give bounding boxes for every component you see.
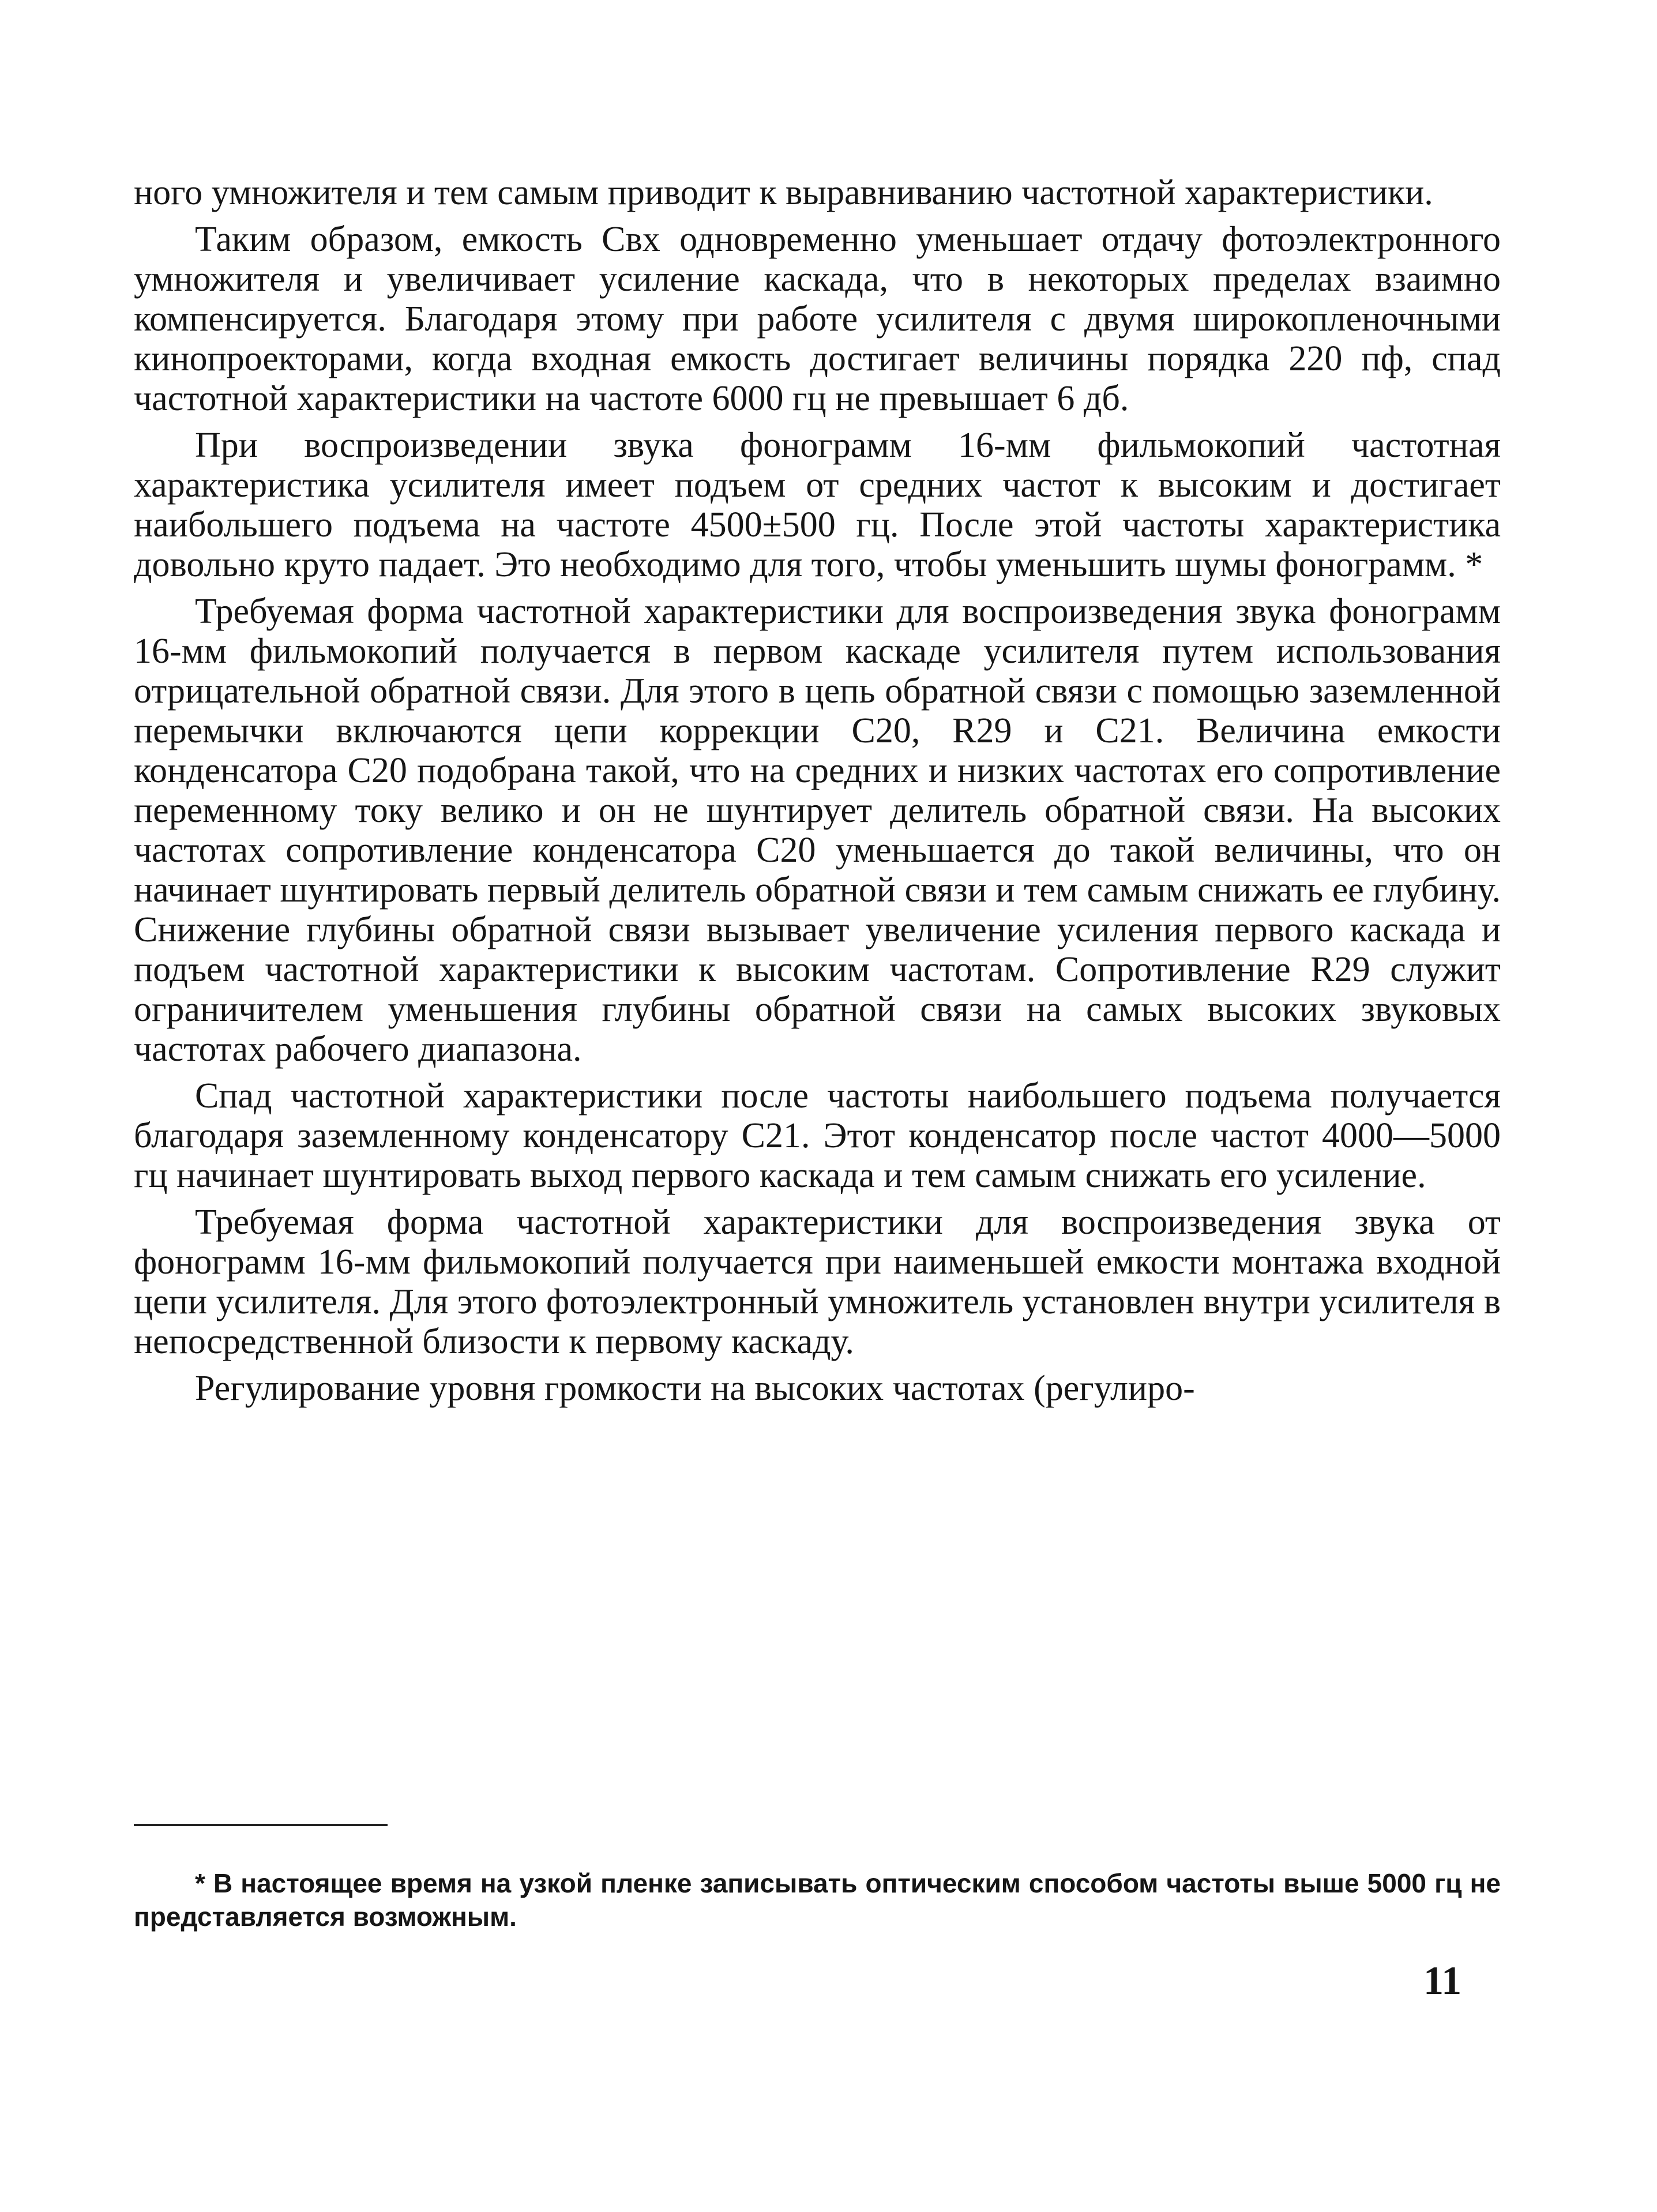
paragraph-response-rolloff: Спад частотной характеристики после частоты наибольшего подъема получается благодаря заземленному конденсатору С21. Этот конденсатор после частот 4000—5000 гц начинает шунтировать выход первого каскада и тем самым снижать его усиление. bbox=[134, 1076, 1501, 1195]
footnote: * В настоящее время на узкой пленке записывать оптическим способом частоты выше 5000 гц не представляется возможным. bbox=[134, 1868, 1501, 1932]
paragraph-feedback-correction: Требуемая форма частотной характеристики для воспроизведения звука фонограмм 16-мм фильмокопий получается в первом каскаде усилителя путем использования отрицательной обратной связи. Для этого в цепь обратной связи с помощью заземленной перемычки включаются цепи коррекции С20, R29 и С21. Величина емкости конденсатора С20 подобрана такой, что на средних и низких частотах его сопротивление переменному току велико и он не шунтирует делитель обратной связи. На высоких частотах сопротивление конденсатора С20 уменьшается до такой величины, что он начинает шунтировать первый делитель обратной связи и тем самым снижать ее глубину. Снижение глубины обратной связи вызывает увеличение усиления первого каскада и подъем частотной характеристики к высоким частотам. Сопротивление R29 служит ограничителем уменьшения глубины обратной связи на самых высоких звуковых частотах рабочего диапазона. bbox=[134, 592, 1501, 1069]
paragraph-input-wiring: Требуемая форма частотной характеристики для воспроизведения звука от фонограмм 16-мм фильмокопий получается при наименьшей емкости монтажа входной цепи усилителя. Для этого фотоэлектронный умножитель установлен внутри усилителя в непосредственной близости к первому каскаду. bbox=[134, 1203, 1501, 1361]
paragraph-input-capacitance: Таким образом, емкость Свх одновременно уменьшает отдачу фотоэлектронного умножителя и увеличивает усиление каскада, что в некоторых пределах взаимно компенсируется. Благодаря этому при работе усилителя с двумя широкопленочными кинопроекторами, когда входная емкость достигает величины порядка 220 пф, спад частотной характеристики на частоте 6000 гц не превышает 6 дб. bbox=[134, 220, 1501, 418]
page-number: 11 bbox=[1423, 1959, 1462, 2003]
footnote-divider bbox=[134, 1824, 388, 1826]
paragraph-continuation: ного умножителя и тем самым приводит к выравниванию частотной характеристики. bbox=[134, 173, 1433, 212]
main-text bbox=[134, 173, 1501, 1415]
paragraph-16mm-playback: При воспроизведении звука фонограмм 16-мм фильмокопий частотная характеристика усилителя имеет подъем от средних частот к высоким и достигает наибольшего подъема на частоте 4500±500 гц. После этой частоты характеристика довольно круто падает. Это необходимо для того, чтобы уменьшить шумы фонограмм. * bbox=[134, 426, 1501, 584]
paragraph-volume-control: Регулирование уровня громкости на высоких частотах (регулиро- bbox=[195, 1369, 1195, 1408]
